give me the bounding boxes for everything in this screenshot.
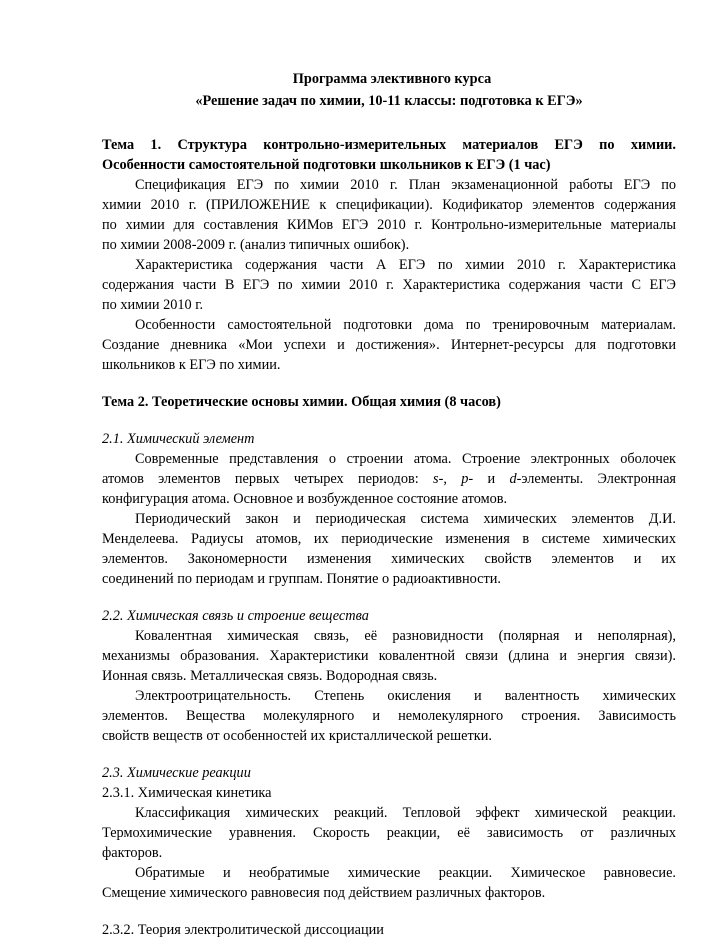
text-segment: -, <box>438 471 462 487</box>
section-2-1-paragraph-2 <box>102 509 676 589</box>
text-line: Смещение химического равновесия под действием различных факторов. <box>102 885 546 901</box>
topic1-paragraph-1 <box>102 175 676 255</box>
text-segment: - и <box>468 471 510 487</box>
text-segment: -элементы. Электронная <box>516 471 676 487</box>
text-line: Электроотрицательность. Степень окисления и валентность химических <box>135 688 676 704</box>
text-line: соединений по периодам и группам. Понятие о радиоактивности. <box>102 571 502 587</box>
section-2-2-paragraph-2 <box>102 686 676 746</box>
italic-s: s <box>433 471 439 487</box>
section-2-3-2-title: 2.3.2. Теория электролитической диссоциации <box>102 922 384 938</box>
text-line: Термохимические уравнения. Скорость реакции, её зависимость от различных <box>102 825 676 841</box>
section-2-3-1-title: 2.3.1. Химическая кинетика <box>102 785 272 801</box>
topic1-heading-line-1: Тема 1. Структура контрольно-измерительных материалов ЕГЭ по химии. <box>102 137 676 153</box>
text-line: элементов. Вещества молекулярного и немолекулярного строения. Зависимость <box>102 708 676 724</box>
text-line: Особенности самостоятельной подготовки дома по тренировочным материалам. <box>135 317 676 333</box>
text-line: содержания части В ЕГЭ по химии 2010 г. Характеристика содержания части С ЕГЭ <box>102 277 676 293</box>
section-2-3-1-paragraph-1 <box>102 803 676 863</box>
text-line: Периодический закон и периодическая система химических элементов Д.И. <box>135 511 676 527</box>
topic1-paragraph-2 <box>102 255 676 315</box>
text-line: по химии 2008-2009 г. (анализ типичных ошибок). <box>102 237 410 253</box>
topic1-paragraph-3 <box>102 315 676 375</box>
text-line: элементов. Закономерности изменения химических свойств элементов и их <box>102 551 676 567</box>
text-line: Создание дневника «Мои успехи и достижения». Интернет-ресурсы для подготовки <box>102 337 676 353</box>
text-line: Классификация химических реакций. Тепловой эффект химической реакции. <box>135 805 676 821</box>
text-line: Ионная связь. Металлическая связь. Водородная связь. <box>102 668 438 684</box>
section-2-2-title: 2.2. Химическая связь и строение вещества <box>102 608 369 624</box>
section-2-2-paragraph-1 <box>102 626 676 686</box>
text-line: Характеристика содержания части А ЕГЭ по химии 2010 г. Характеристика <box>135 257 676 273</box>
course-title-line-2: «Решение задач по химии, 10-11 классы: подготовка к ЕГЭ» <box>195 93 583 109</box>
section-2-1-paragraph-1 <box>102 449 676 509</box>
text-line: конфигурация атома. Основное и возбужденное состояние атомов. <box>102 491 508 507</box>
text-line: Обратимые и необратимые химические реакции. Химическое равновесие. <box>135 865 676 881</box>
text-line: Современные представления о строении атома. Строение электронных оболочек <box>135 451 676 467</box>
text-line: по химии для составления КИМов ЕГЭ 2010 г. Контрольно-измерительные материалы <box>102 217 676 233</box>
topic1-heading-line-2: Особенности самостоятельной подготовки школьников к ЕГЭ (1 час) <box>102 157 551 173</box>
section-2-1-title: 2.1. Химический элемент <box>102 431 255 447</box>
text-line: школьников к ЕГЭ по химии. <box>102 357 281 373</box>
text-line <box>102 469 676 489</box>
text-line: факторов. <box>102 845 163 861</box>
italic-p: p <box>461 471 469 487</box>
text-segment: атомов элементов первых четырех периодов: <box>102 471 434 487</box>
text-line: по химии 2010 г. <box>102 297 204 313</box>
section-2-3-title: 2.3. Химические реакции <box>102 765 251 781</box>
course-title-line-1: Программа элективного курса <box>292 71 492 87</box>
text-line: химии 2010 г. (ПРИЛОЖЕНИЕ к спецификации). Кодификатор элементов содержания <box>102 197 676 213</box>
text-line: Спецификация ЕГЭ по химии 2010 г. План экзаменационной работы ЕГЭ по <box>135 177 676 193</box>
text-line: свойств веществ от особенностей их кристаллической решетки. <box>102 728 492 744</box>
section-2-3-1-paragraph-2 <box>102 863 676 903</box>
text-line: механизмы образования. Характеристики ковалентной связи (длина и энергия связи). <box>102 648 676 664</box>
topic2-heading: Тема 2. Теоретические основы химии. Общая химия (8 часов) <box>102 394 501 410</box>
italic-d: d <box>509 471 517 487</box>
text-line: Менделеева. Радиусы атомов, их периодические изменения в системе химических <box>102 531 676 547</box>
text-line: Ковалентная химическая связь, её разновидности (полярная и неполярная), <box>135 628 676 644</box>
